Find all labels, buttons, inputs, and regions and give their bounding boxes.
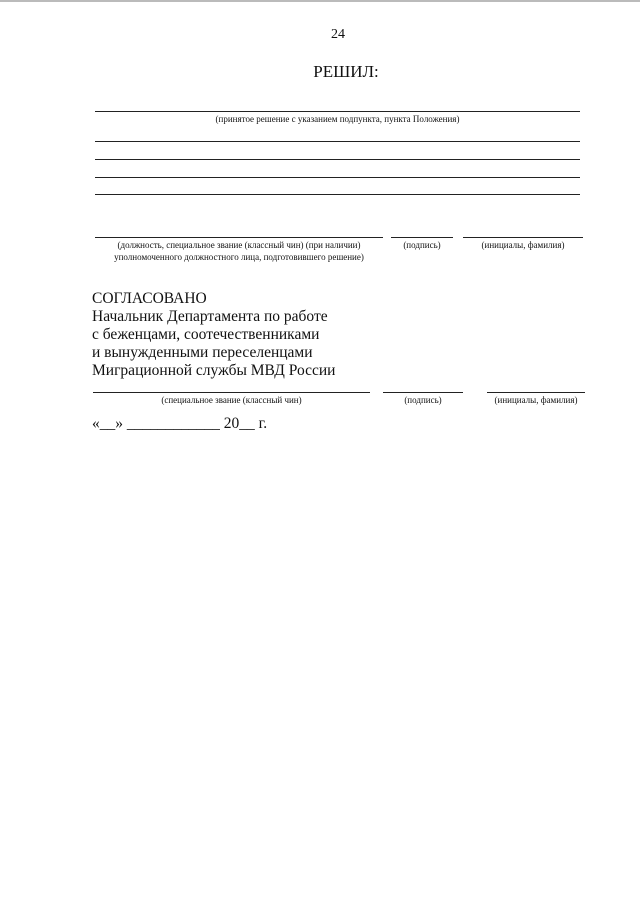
approval-title: СОГЛАСОВАНО (92, 290, 207, 307)
preparer-position-caption: уполномоченного должностного лица, подготовившего решение) (114, 252, 364, 262)
preparer-name-line (463, 237, 583, 238)
approval-signature-caption: (подпись) (404, 395, 442, 405)
decision-line (95, 159, 580, 160)
decision-line (95, 141, 580, 142)
decision-line (95, 177, 580, 178)
preparer-signature-line (391, 237, 453, 238)
preparer-position-line (95, 237, 383, 238)
preparer-name-caption: (инициалы, фамилия) (481, 240, 565, 250)
page-heading: РЕШИЛ: (313, 62, 379, 81)
approval-rank-line (93, 392, 370, 393)
decision-caption: (принятое решение с указанием подпункта, пункта Положения) (215, 114, 460, 124)
approval-line: Миграционной службы МВД России (92, 362, 336, 379)
approval-signature-line (383, 392, 463, 393)
approval-line: и вынужденными переселенцами (92, 344, 313, 361)
decision-line (95, 111, 580, 112)
approval-line: с беженцами, соотечественниками (92, 326, 320, 343)
preparer-signature-caption: (подпись) (403, 240, 441, 250)
scan-top-edge (0, 0, 640, 2)
date-line: «__» ____________ 20__ г. (92, 415, 268, 432)
page-number: 24 (331, 27, 345, 42)
approval-rank-caption: (специальное звание (классный чин) (161, 395, 302, 405)
preparer-position-caption: (должность, специальное звание (классный чин) (при наличии) (117, 240, 361, 250)
approval-name-caption: (инициалы, фамилия) (494, 395, 578, 405)
approval-block (92, 290, 335, 380)
approval-line: Начальник Департамента по работе (92, 308, 328, 325)
approval-name-line (487, 392, 585, 393)
decision-line (95, 194, 580, 195)
